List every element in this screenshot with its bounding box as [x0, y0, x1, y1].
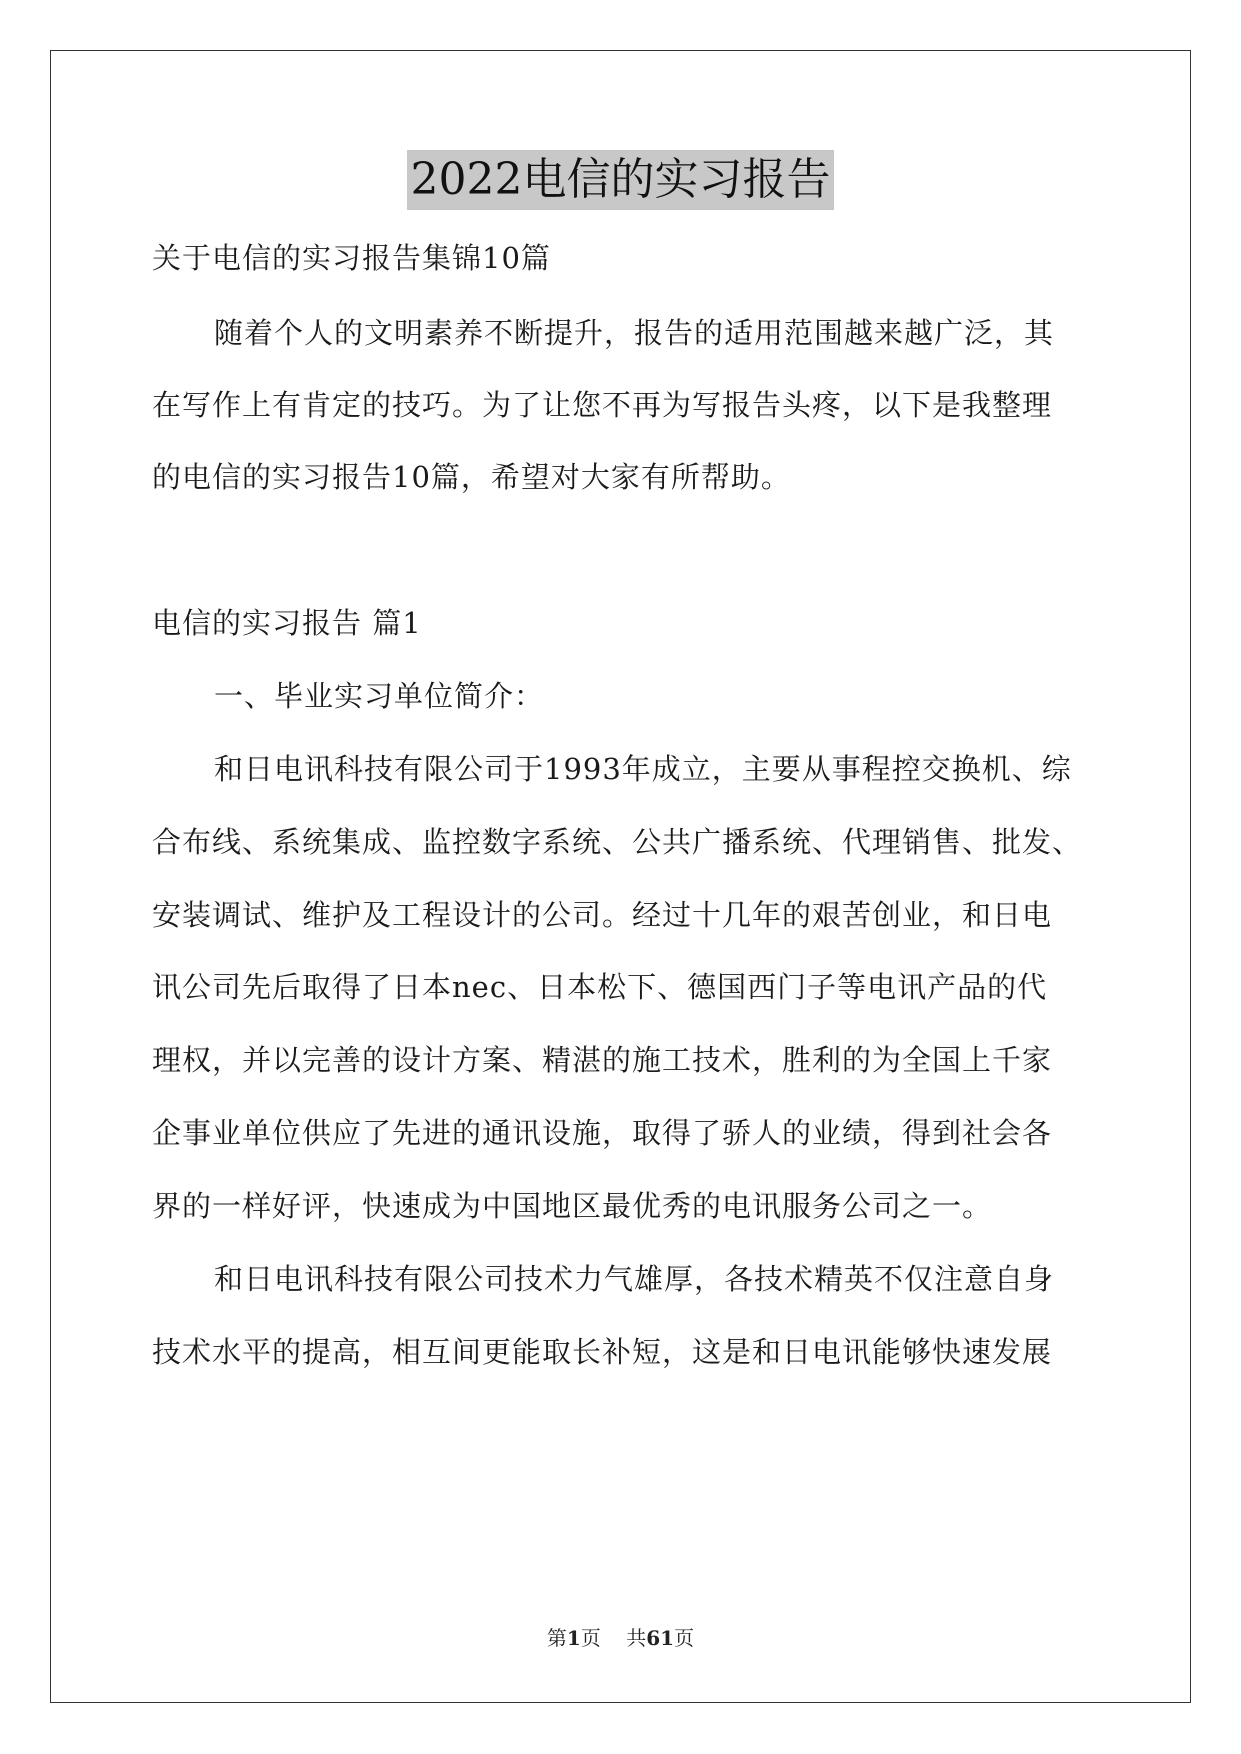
- total-page-number: 61: [646, 1626, 675, 1650]
- current-page-number: 1: [566, 1626, 581, 1650]
- paragraph-line: 讯公司先后取得了日本nec、日本松下、德国西门子等电讯产品的代: [152, 970, 1048, 1004]
- subsection-heading: 一、毕业实习单位简介：: [214, 679, 545, 713]
- paragraph-line: 和日电讯科技有限公司于1993年成立，主要从事程控交换机、综: [214, 752, 1072, 786]
- paragraph-line: 企事业单位供应了先进的通讯设施，取得了骄人的业绩，得到社会各: [152, 1116, 1053, 1150]
- section-heading: 电信的实习报告 篇1: [152, 606, 422, 640]
- paragraph-line: 安装调试、维护及工程设计的公司。经过十几年的艰苦创业，和日电: [152, 898, 1053, 932]
- paragraph-line: 技术水平的提高，相互间更能取长补短，这是和日电讯能够快速发展: [152, 1335, 1053, 1369]
- page-border: [50, 50, 1191, 1703]
- intro-line: 在写作上有肯定的技巧。为了让您不再为写报告头疼，以下是我整理: [152, 388, 1053, 422]
- document-subtitle: 关于电信的实习报告集锦10篇: [152, 241, 551, 275]
- paragraph-line: 合布线、系统集成、监控数字系统、公共广播系统、代理销售、批发、: [152, 825, 1083, 859]
- paragraph-line: 界的一样好评，快速成为中国地区最优秀的电讯服务公司之一。: [152, 1189, 993, 1223]
- intro-line: 的电信的实习报告10篇，希望对大家有所帮助。: [152, 460, 791, 494]
- paragraph-line: 和日电讯科技有限公司技术力气雄厚，各技术精英不仅注意自身: [214, 1262, 1055, 1296]
- footer-prefix: 第: [546, 1626, 567, 1650]
- footer-suffix: 页: [674, 1626, 695, 1650]
- document-title: 2022电信的实习报告: [407, 150, 835, 210]
- paragraph-line: 理权，并以完善的设计方案、精湛的施工技术，胜利的为全国上千家: [152, 1043, 1053, 1077]
- intro-line: 随着个人的文明素养不断提升，报告的适用范围越来越广泛，其: [214, 316, 1055, 350]
- footer-mid: 页 共: [580, 1626, 647, 1650]
- page-footer: [0, 1625, 1241, 1651]
- title-container: [0, 150, 1241, 210]
